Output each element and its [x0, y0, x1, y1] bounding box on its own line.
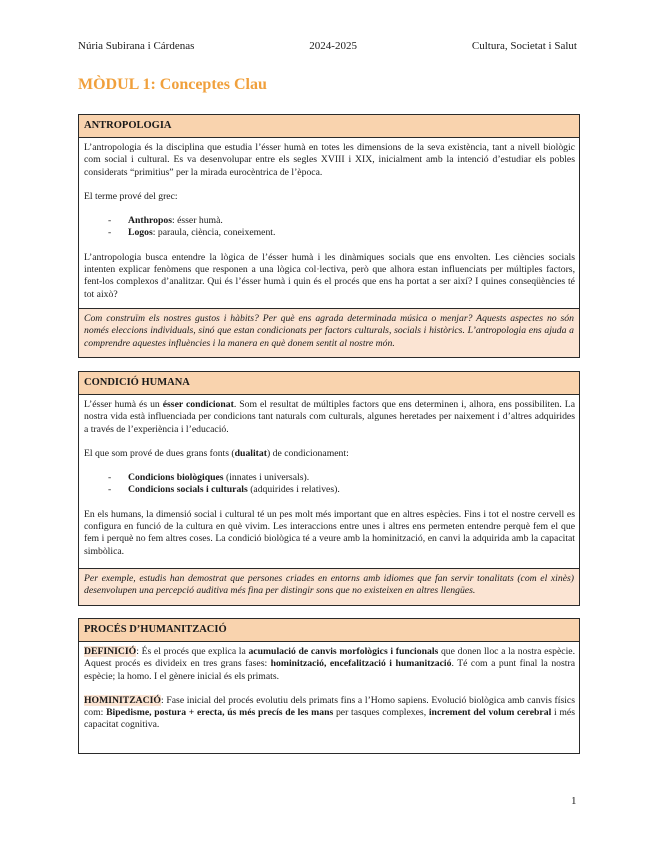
hominitzacio-label: HOMINITZACIÓ — [84, 694, 161, 706]
page-header — [78, 40, 577, 54]
header-author: Núria Subirana i Cárdenas — [78, 40, 195, 52]
list-item: - Condicions biològiques (innates i universals). — [84, 472, 575, 484]
list-item: - Anthropos: ésser humà. — [84, 215, 575, 227]
antropologia-heading: ANTROPOLOGIA — [79, 115, 579, 138]
condicio-heading: CONDICIÓ HUMANA — [79, 372, 579, 395]
definicio-paragraph: DEFINICIÓ: És el procés que explica la acumulació de canvis morfològics i funcionals que donen lloc a la nostra espècie. Aquest procés es divideix en tres grans fases: hominització, encefalització i humanització. Té com a punt final la nostra espècie; la homo. I el gènere inicial és els primats. — [84, 646, 576, 682]
proces-heading: PROCÉS D’HUMANITZACIÓ — [79, 619, 579, 642]
hominitzacio-paragraph: HOMINITZACIÓ: Fase inicial del procés evolutiu dels primats fins a l’Homo sapiens. Evolució biològica amb canvis físics com: Bipedisme, postura + erecta, ús més precís de les mans per tasques complexes, increment del volum cerebral i més capacitat cognitiva. — [84, 694, 575, 731]
proces-humanitzacio-box — [78, 618, 580, 754]
list-item: - Condicions socials i culturals (adquirides i relatives). — [84, 484, 575, 496]
condicio-body — [79, 395, 579, 564]
antropologia-example-note: Com construïm els nostres gustos i hàbits? Per què ens agrada determinada música o menjar? Aquests aspectes no són només eleccions individuals, sinó que estan condicionats per factors culturals, socials i històrics. L’antropologia ens ajuda a comprendre aquestes influències i la manera en què donem sentit al nostre món. — [79, 308, 579, 357]
page-number: 1 — [571, 795, 577, 807]
definicio-label: DEFINICIÓ — [84, 646, 137, 657]
antropologia-box — [78, 114, 580, 358]
antropologia-body — [79, 138, 579, 307]
antropologia-paragraph-2: El terme prové del grec: — [84, 190, 178, 202]
conditions-list — [84, 472, 575, 497]
antropologia-paragraph-1: L’antropologia és la disciplina que estudia l’ésser humà en totes les dimensions de la seva existència, tant a nivell biològic com social i cultural. Es va desenvolupar entre els segles XVIII i XIX, inicialment amb la intenció d’estudiar els pobles considerats “primitius” per la mirada eurocèntrica de l’època. — [84, 142, 575, 178]
proces-body — [79, 642, 579, 746]
condicio-paragraph-1: L’ésser humà és un ésser condicionat. Som el resultat de múltiples factors que ens determinen i, alhora, ens possibiliten. La nostra vida està influenciada per condicions tant naturals com culturals, algunes heretades per naixement i d’altres adquirides a través de l’experiència i l’educació. — [84, 399, 575, 435]
list-item: - Logos: paraula, ciència, coneixement. — [84, 227, 575, 239]
condicio-humana-box — [78, 371, 580, 606]
condicio-example-note: Per exemple, estudis han demostrat que persones criades en entorns amb idiomes que fan servir tonalitats (com el xinès) desenvolupen una percepció auditiva més fina per distingir sons que no existeixen en altres llengües. — [79, 568, 579, 605]
greek-terms-list — [84, 215, 575, 240]
module-title: MÒDUL 1: Conceptes Clau — [78, 76, 267, 93]
header-year: 2024-2025 — [309, 40, 357, 52]
condicio-paragraph-2: El que som prové de dues grans fonts (dualitat) de condicionament: — [84, 447, 349, 459]
condicio-paragraph-3: En els humans, la dimensió social i cultural té un pes molt més important que en altres espècies. Fins i tot el nostre cervell es configura en funció de la cultura en què vivim. Les interaccions entre unes i altres ens permeten entendre perquè fem el que fem i perquè no fem altres coses. La condició biològica té a veure amb la hominització, en canvi la adquirida amb la capacitat simbòlica. — [84, 508, 575, 557]
header-course: Cultura, Societat i Salut — [471, 40, 577, 52]
antropologia-paragraph-3: L’antropologia busca entendre la lògica de l’ésser humà i les dinàmiques socials que ens envolten. Les ciències socials intenten explicar fenòmens que responen a una lògica col·lectiva, però que alhora estan influenciats per múltiples factors, fent-los complexos d’analitzar. Qui és l’ésser humà i quin és el procés que ens ha portat a ser així? I quines conseqüències té tot això? — [84, 251, 575, 300]
